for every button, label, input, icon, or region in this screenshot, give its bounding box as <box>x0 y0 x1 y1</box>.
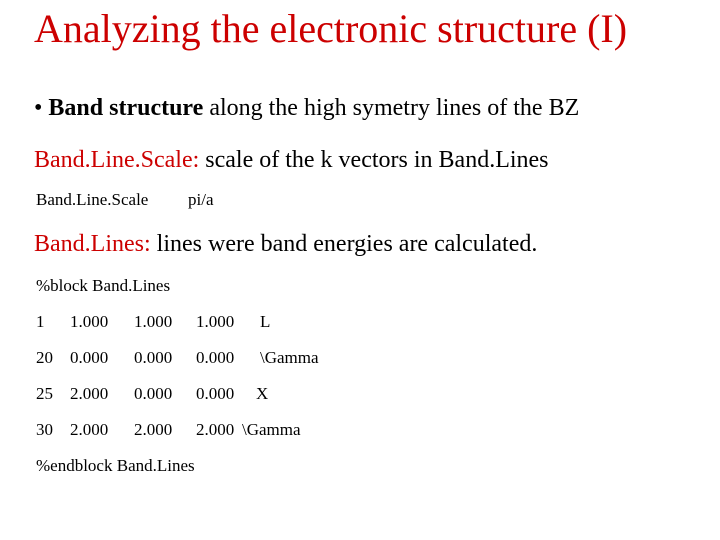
band-line-scale-text: scale of the k vectors in Band.Lines <box>199 147 549 173</box>
scale-example-key: Band.Line.Scale <box>36 190 149 209</box>
band-line-scale-description <box>34 144 549 176</box>
row-point-count: 30 <box>36 420 53 439</box>
row-point-count: 1 <box>36 312 45 331</box>
block-end: %endblock Band.Lines <box>36 456 195 475</box>
row-kz: 0.000 <box>196 384 235 403</box>
row-label: X <box>256 384 269 403</box>
band-line-scale-example <box>36 189 336 211</box>
band-lines-description <box>34 228 537 260</box>
row-point-count: 25 <box>36 384 53 403</box>
row-label: \Gamma <box>260 348 319 367</box>
row-kx: 2.000 <box>70 384 109 403</box>
row-kx: 1.000 <box>70 312 109 331</box>
row-ky: 1.000 <box>134 312 173 331</box>
table-row <box>36 419 376 441</box>
row-ky: 0.000 <box>134 348 173 367</box>
row-kx: 0.000 <box>70 348 109 367</box>
row-kz: 0.000 <box>196 348 235 367</box>
table-row <box>36 383 376 405</box>
row-kz: 1.000 <box>196 312 235 331</box>
bullet-band-structure <box>34 92 579 124</box>
band-lines-text: lines were band energies are calculated. <box>150 231 538 257</box>
row-label: L <box>260 312 271 331</box>
block-start: %block Band.Lines <box>36 276 171 295</box>
band-lines-label: Band.Lines: <box>34 231 151 257</box>
row-point-count: 20 <box>36 348 53 367</box>
row-ky: 0.000 <box>134 384 173 403</box>
row-label: \Gamma <box>242 420 301 439</box>
table-row <box>36 311 376 333</box>
row-ky: 2.000 <box>134 420 173 439</box>
row-kx: 2.000 <box>70 420 109 439</box>
bullet-text: along the high symetry lines of the BZ <box>203 95 580 121</box>
bullet-bold-term: Band structure <box>48 95 204 121</box>
slide-title: Analyzing the electronic structure (I) <box>34 6 628 51</box>
band-line-scale-label: Band.Line.Scale: <box>34 147 200 173</box>
table-row <box>36 347 376 369</box>
row-kz: 2.000 <box>196 420 235 439</box>
bullet-marker: • <box>34 95 43 121</box>
scale-example-value: pi/a <box>188 190 214 209</box>
